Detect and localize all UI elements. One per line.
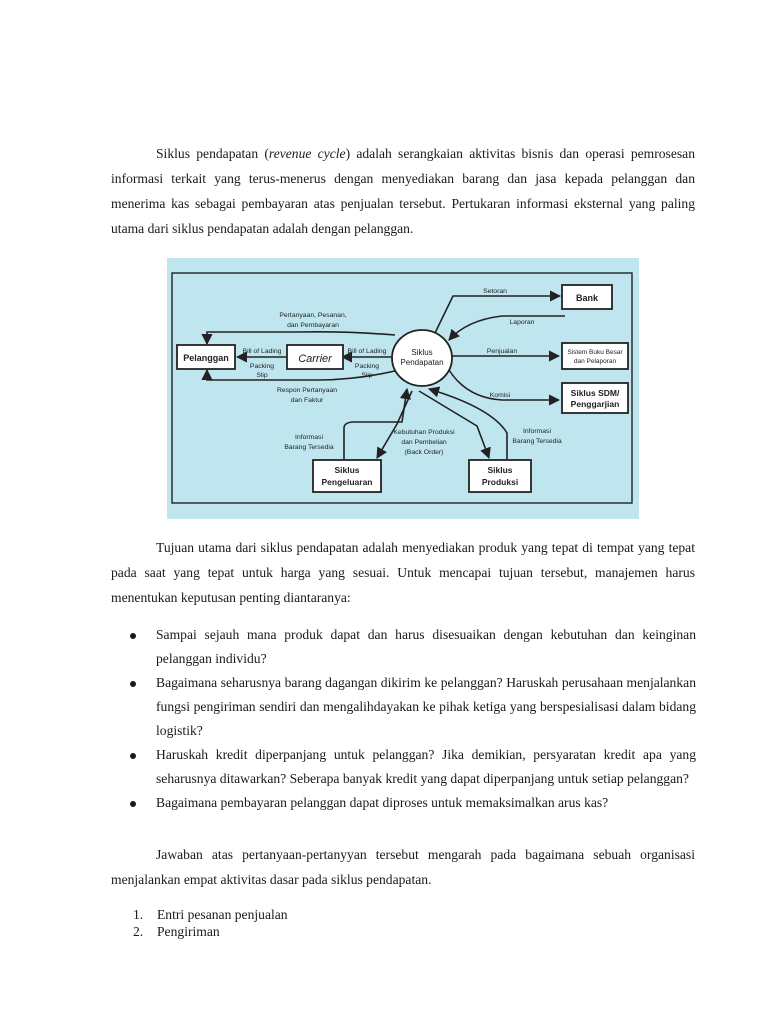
- arrow-laporan: [449, 316, 565, 340]
- list-item: Haruskah kredit diperpanjang untuk pelanggan? Jika demikian, persyaratan kredit apa yang seharusnya ditawarkan? Seberapa banyak kredit yang dapat diperpanjang untuk setiap pelanggan?: [130, 743, 696, 791]
- diagram-svg: [167, 258, 639, 519]
- list-item: 2. Pengiriman: [133, 924, 220, 939]
- buku-besar-label-2: dan Pelaporan: [573, 358, 617, 365]
- arrow-kebutuhan-produksi: [419, 391, 489, 458]
- packing-right-label-2: Slip: [361, 372, 373, 379]
- arrow-pertanyaan: [207, 332, 395, 344]
- pertanyaan-label-2: dan Pembayaran: [287, 322, 339, 329]
- activity-list: [133, 906, 288, 940]
- decision-list: [130, 623, 696, 815]
- answer-text: Jawaban atas pertanyaan-pertanyyan tersebut mengarah pada bagaimana sebuah organisasi menjalankan empat aktivitas dasar pada siklus pendapatan.: [111, 847, 695, 887]
- buku-besar-label-1: Sistem Buku Besar: [567, 349, 623, 356]
- list-item: Sampai sejauh mana produk dapat dan harus disesuaikan dengan kebutuhan dan keinginan pelanggan individu?: [130, 623, 696, 671]
- pengeluaran-label-1: Siklus: [334, 465, 360, 475]
- carrier-label: Carrier: [298, 353, 332, 365]
- intro-paragraph: [111, 141, 695, 241]
- packing-left-label-1: Packing: [249, 363, 275, 370]
- laporan-label: Laporan: [509, 319, 535, 326]
- arrow-kebutuhan-pengeluaran: [377, 391, 412, 458]
- pelanggan-label: Pelanggan: [183, 353, 229, 363]
- bol-left-label: Bill of Lading: [242, 348, 282, 355]
- info-left-label-2: Barang Tersedia: [284, 444, 334, 451]
- list-item: 1. Entri pesanan penjualan: [133, 907, 288, 922]
- sdm-label-1: Siklus SDM/: [570, 388, 620, 398]
- setoran-label: Setoran: [483, 288, 507, 295]
- respon-label-2: dan Faktur: [290, 397, 324, 404]
- penjualan-label: Penjualan: [486, 348, 518, 355]
- bank-label: Bank: [575, 293, 599, 303]
- info-right-label-1: Informasi: [523, 428, 551, 435]
- answer-paragraph: [111, 842, 695, 892]
- bullet-dot-icon: [130, 633, 136, 639]
- respon-label-1: Respon Pertanyaan: [276, 387, 338, 394]
- center-label-2: Pendapatan: [400, 358, 444, 367]
- kebutuhan-label-2: dan Pembelian: [401, 439, 447, 446]
- goal-paragraph: [111, 535, 695, 610]
- buku-besar-box: [562, 343, 628, 369]
- info-right-label-2: Barang Tersedia: [512, 438, 562, 445]
- pengeluaran-label-2: Pengeluaran: [321, 477, 373, 487]
- info-left-label-1: Informasi: [295, 434, 323, 441]
- produksi-label-2: Produksi: [481, 477, 519, 487]
- center-label-1: Siklus: [411, 348, 433, 357]
- arrow-setoran: [435, 296, 560, 333]
- kebutuhan-label-3: (Back Order): [404, 449, 444, 456]
- bullet-dot-icon: [130, 753, 136, 759]
- packing-right-label-1: Packing: [354, 363, 380, 370]
- intro-rest: ) adalah serangkaian aktivitas bisnis dan operasi pemrosesan informasi terkait yang terus-menerus dengan menyediakan barang dan jasa kepada pelanggan dan menerima kas sebagai pembayaran atas penjualan tersebut. Pertukaran informasi eksternal yang paling utama dari siklus pendapatan adalah dengan pelanggan.: [111, 146, 696, 236]
- produksi-label-1: Siklus: [487, 465, 513, 475]
- list-item: Bagaimana seharusnya barang dagangan dikirim ke pelanggan? Haruskah perusahaan menjalankan fungsi pengiriman sendiri dan mengalihdayakan ke pihak ketiga yang berspesialisasi dalam bidang logistik?: [130, 671, 696, 743]
- intro-lead: Siklus pendapatan (: [156, 146, 269, 161]
- packing-left-label-2: Slip: [256, 372, 268, 379]
- sdm-label-2: Penggarjian: [570, 399, 620, 409]
- goal-text: Tujuan utama dari siklus pendapatan adalah menyediakan produk yang tepat di tempat yang tepat pada saat yang tepat untuk harga yang sesuai. Untuk mencapai tujuan tersebut, manajemen harus menentukan keputusan penting diantaranya:: [111, 540, 695, 605]
- intro-term: revenue cycle: [268, 146, 346, 161]
- komisi-label: Komisi: [489, 392, 511, 399]
- bol-right-label: Bill of Lading: [347, 348, 387, 355]
- kebutuhan-label-1: Kebutuhan Produksi: [393, 429, 455, 436]
- revenue-cycle-diagram: [167, 258, 639, 519]
- bullet-dot-icon: [130, 801, 136, 807]
- pertanyaan-label-1: Pertanyaan, Pesanan,: [279, 312, 347, 319]
- list-item: Bagaimana pembayaran pelanggan dapat diproses untuk memaksimalkan arus kas?: [130, 791, 696, 815]
- bullet-dot-icon: [130, 681, 136, 687]
